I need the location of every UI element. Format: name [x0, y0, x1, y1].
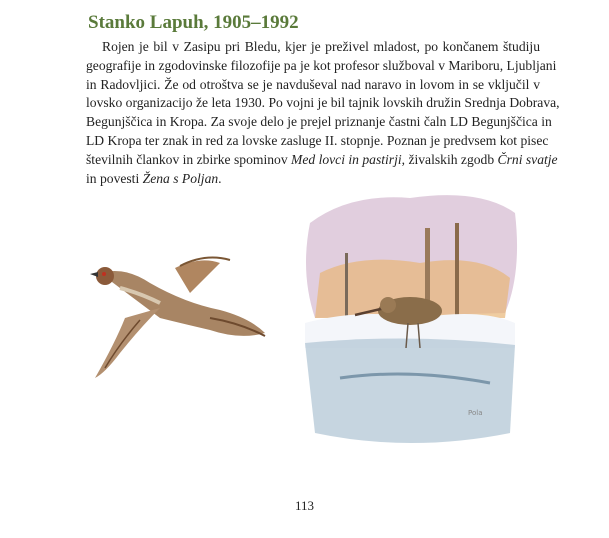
book-title: Žena s Poljan [142, 170, 219, 186]
biography-paragraph [86, 38, 560, 188]
artist-signature: Pola [468, 409, 483, 417]
text-line [86, 151, 558, 170]
section-title: Stanko Lapuh, 1905–1992 [88, 12, 299, 33]
text-line: Begunjščica in Kropa. Za svoje delo je prejel priznanje častni čaln LD Begunjščica in [86, 114, 552, 130]
text-line: in Radovljici. Že od otroštva se je navduševal nad naravo in lovom in se vključil v [86, 76, 540, 92]
text-line: lovsko organizacijo že leta 1930. Po vojni je bil tajnik lovskih družin Srednja Dobrava, [86, 95, 560, 111]
snipe-illustration [300, 183, 522, 473]
text: . [218, 170, 222, 186]
text-line: Rojen je bil v Zasipu pri Bledu, kjer je preživel mladost, po končanem študiju [102, 39, 540, 54]
text: in povesti [86, 170, 143, 186]
text: , živalskih zgodb [401, 151, 498, 167]
text-line: geografije in zgodovinske filozofije pa je kot profesor služboval v Mariboru, Ljubljani [86, 57, 557, 73]
page-number: 113 [294, 498, 315, 513]
grouse-illustration [80, 248, 270, 383]
book-title: Črni svatje [497, 151, 558, 167]
text: številnih člankov in zbirke spominov [86, 151, 292, 167]
text-line: LD Kropa ter znak in red za lovske zasluge II. stopnje. Poznan je predvsem kot pisec [86, 132, 549, 148]
book-title: Med lovci in pastirji [291, 151, 402, 167]
